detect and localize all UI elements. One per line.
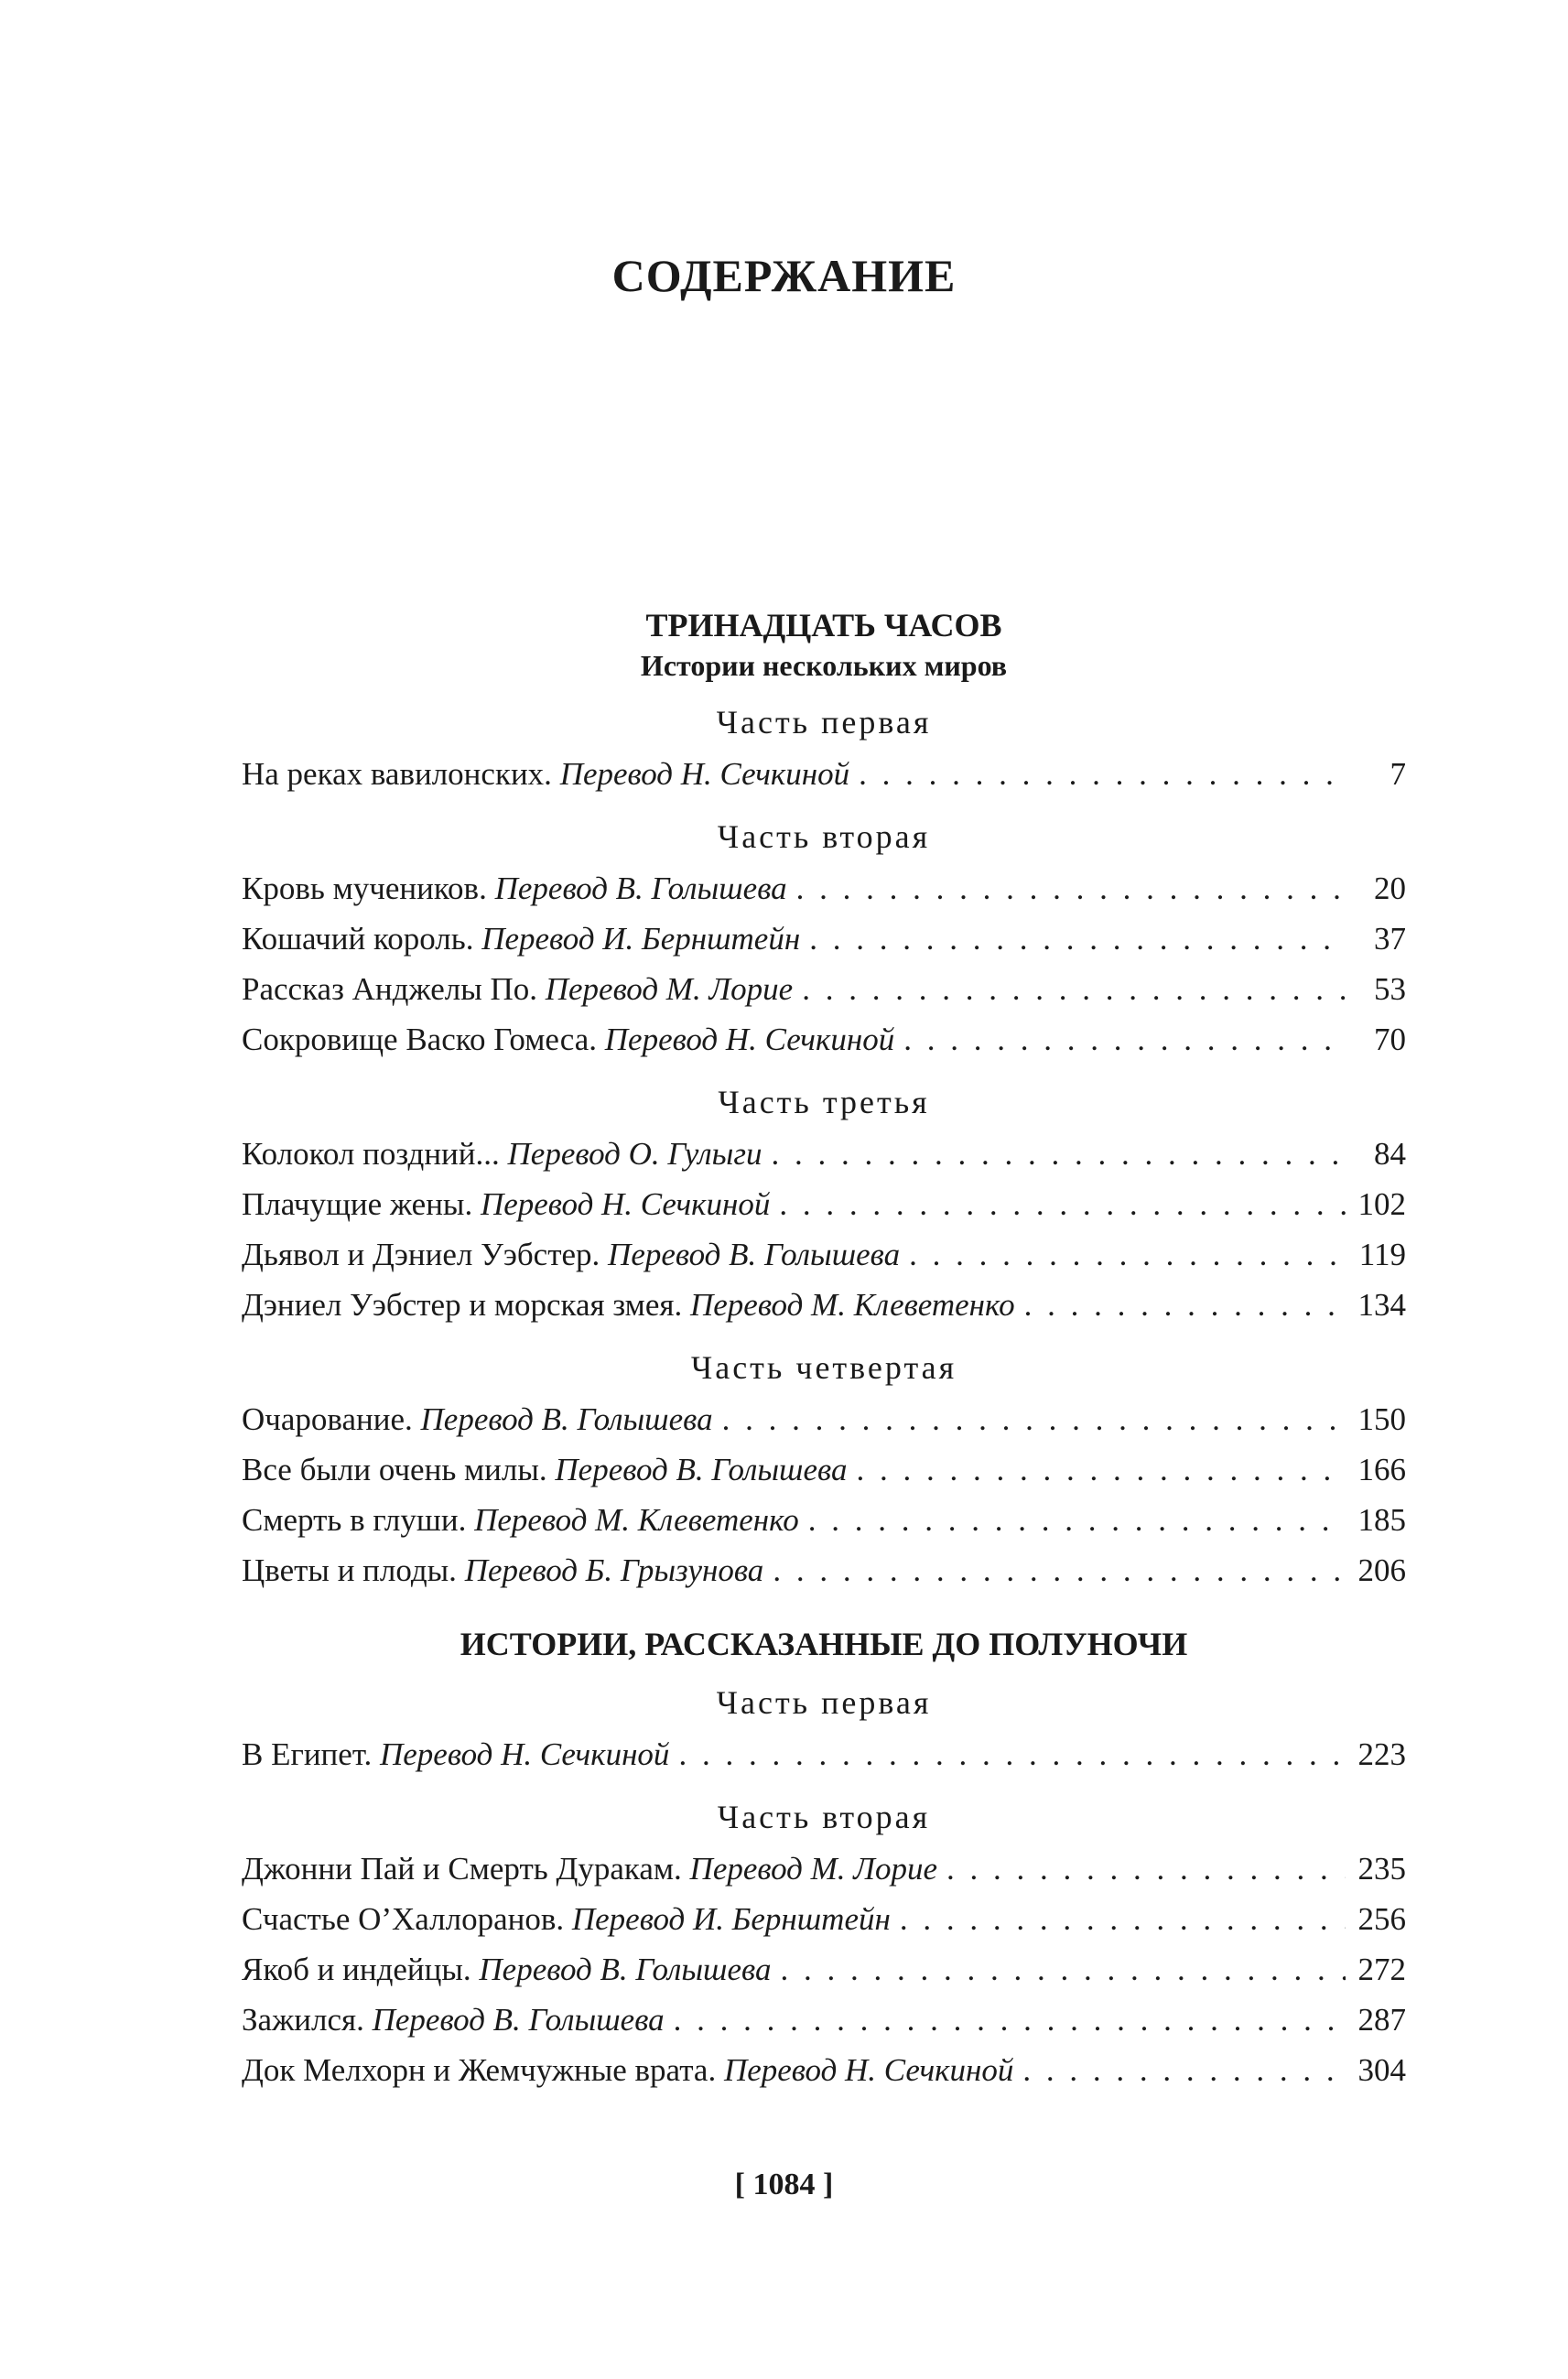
toc-entry[interactable] [242,863,1406,914]
entry-title: Зажился. [242,2002,364,2038]
entry-page-number: 37 [1374,921,1406,957]
toc-entry[interactable] [242,1944,1406,1995]
entry-title: На реках вавилонских. [242,756,552,792]
entry-page-number: 287 [1357,2002,1406,2038]
entry-translator: Перевод В. Голышева [372,2002,665,2038]
dot-leader [722,1394,1346,1444]
entry-title: Колокол поздний... [242,1136,500,1172]
part-title: Часть вторая [717,818,931,855]
entry-title: Счастье О’Халлоранов. [242,1901,565,1937]
part-title: Часть четвертая [690,1349,957,1386]
entry-title: Дэниел Уэбстер и морская змея. [242,1287,683,1323]
dot-leader [779,1179,1346,1229]
entry-title: Сокровище Васко Гомеса. [242,1022,598,1057]
entry-translator: Перевод Н. Сечкиной [723,2052,1014,2088]
toc-entry[interactable] [242,1844,1406,1894]
book-title: ИСТОРИИ, РАССКАЗАННЫЕ ДО ПОЛУНОЧИ [460,1626,1188,1662]
entry-page-number: 20 [1374,870,1406,906]
entry-page-number: 206 [1357,1552,1406,1588]
entry-page-number: 256 [1357,1901,1406,1937]
dot-leader [773,1545,1346,1595]
entry-title: Плачущие жены. [242,1186,473,1222]
toc-entry[interactable] [242,1129,1406,1179]
toc-entry[interactable] [242,914,1406,964]
page-title: СОДЕРЖАНИЕ [611,250,957,301]
toc-entry[interactable] [242,749,1406,799]
entry-page-number: 53 [1374,971,1406,1007]
entry-title: Рассказ Анджелы По. [242,971,537,1007]
entry-page-number: 223 [1357,1736,1406,1772]
entry-page-number: 70 [1374,1022,1406,1057]
dot-leader [780,1944,1346,1995]
book-title: ТРИНАДЦАТЬ ЧАСОВ [645,607,1002,643]
dot-leader [809,914,1346,964]
dot-leader [1022,2045,1346,2095]
entry-page-number: 7 [1390,756,1406,792]
entry-title: Джонни Пай и Смерть Дуракам. [242,1851,682,1887]
entry-translator: Перевод Н. Сечкиной [480,1186,771,1222]
entry-page-number: 102 [1357,1186,1406,1222]
entry-page-number: 84 [1374,1136,1406,1172]
dot-leader [678,1729,1346,1779]
toc-entry[interactable] [242,2045,1406,2095]
entry-translator: Перевод И. Бернштейн [571,1901,891,1937]
entry-translator: Перевод М. Лорие [689,1851,938,1887]
toc-entry[interactable] [242,1014,1406,1065]
entry-title: Смерть в глуши. [242,1502,467,1538]
table-of-contents [242,604,1406,2095]
dot-leader [909,1229,1346,1280]
toc-entry[interactable] [242,1280,1406,1330]
dot-leader [903,1014,1346,1065]
dot-leader [674,1995,1346,2045]
entry-translator: Перевод М. Клеветенко [689,1287,1015,1323]
entry-title: Дьявол и Дэниел Уэбстер. [242,1237,600,1272]
toc-entry[interactable] [242,1229,1406,1280]
entry-page-number: 150 [1357,1401,1406,1437]
toc-entry[interactable] [242,1729,1406,1779]
entry-translator: Перевод В. Голышева [420,1401,713,1437]
entry-page-number: 166 [1357,1452,1406,1487]
entry-translator: Перевод Б. Грызунова [464,1552,764,1588]
toc-entry[interactable] [242,1179,1406,1229]
entry-translator: Перевод В. Голышева [555,1452,848,1487]
entry-translator: Перевод М. Лорие [545,971,794,1007]
dot-leader [946,1844,1346,1894]
entry-title: Кровь мучеников. [242,870,487,906]
entry-page-number: 235 [1357,1851,1406,1887]
dot-leader [859,749,1346,799]
toc-entry[interactable] [242,964,1406,1014]
entry-translator: Перевод М. Клеветенко [474,1502,799,1538]
book-subtitle: Истории нескольких миров [640,649,1008,682]
part-title: Часть вторая [717,1799,931,1835]
entry-translator: Перевод Н. Сечкиной [380,1736,670,1772]
dot-leader [856,1444,1346,1495]
entry-title: В Египет. [242,1736,373,1772]
toc-entry[interactable] [242,1894,1406,1944]
entry-title: Якоб и индейцы. [242,1952,471,1987]
entry-page-number: 272 [1357,1952,1406,1987]
toc-entry[interactable] [242,1545,1406,1595]
entry-title: Кошачий король. [242,921,474,957]
entry-translator: Перевод О. Гулыги [507,1136,762,1172]
entry-title: Цветы и плоды. [242,1552,457,1588]
dot-leader [796,863,1346,914]
part-title: Часть третья [718,1084,930,1120]
entry-translator: Перевод И. Бернштейн [481,921,801,957]
dot-leader [1024,1280,1346,1330]
dot-leader [802,964,1346,1014]
entry-page-number: 304 [1357,2052,1406,2088]
entry-translator: Перевод В. Голышева [479,1952,772,1987]
entry-translator: Перевод В. Голышева [608,1237,901,1272]
toc-entry[interactable] [242,1394,1406,1444]
dot-leader [808,1495,1346,1545]
toc-entry[interactable] [242,1444,1406,1495]
entry-translator: Перевод В. Голышева [494,870,787,906]
entry-title: Очарование. [242,1401,413,1437]
entry-page-number: 119 [1358,1237,1406,1272]
entry-translator: Перевод Н. Сечкиной [604,1022,895,1057]
page-number-footer: [ 1084 ] [734,2168,834,2201]
part-title: Часть первая [716,704,932,741]
entry-page-number: 185 [1357,1502,1406,1538]
entry-title: Док Мелхорн и Жемчужные врата. [242,2052,717,2088]
dot-leader [771,1129,1346,1179]
entry-title: Все были очень милы. [242,1452,547,1487]
entry-page-number: 134 [1357,1287,1406,1323]
entry-translator: Перевод Н. Сечкиной [559,756,850,792]
part-title: Часть первая [716,1684,932,1721]
toc-entry[interactable] [242,1495,1406,1545]
dot-leader [900,1894,1346,1944]
toc-entry[interactable] [242,1995,1406,2045]
